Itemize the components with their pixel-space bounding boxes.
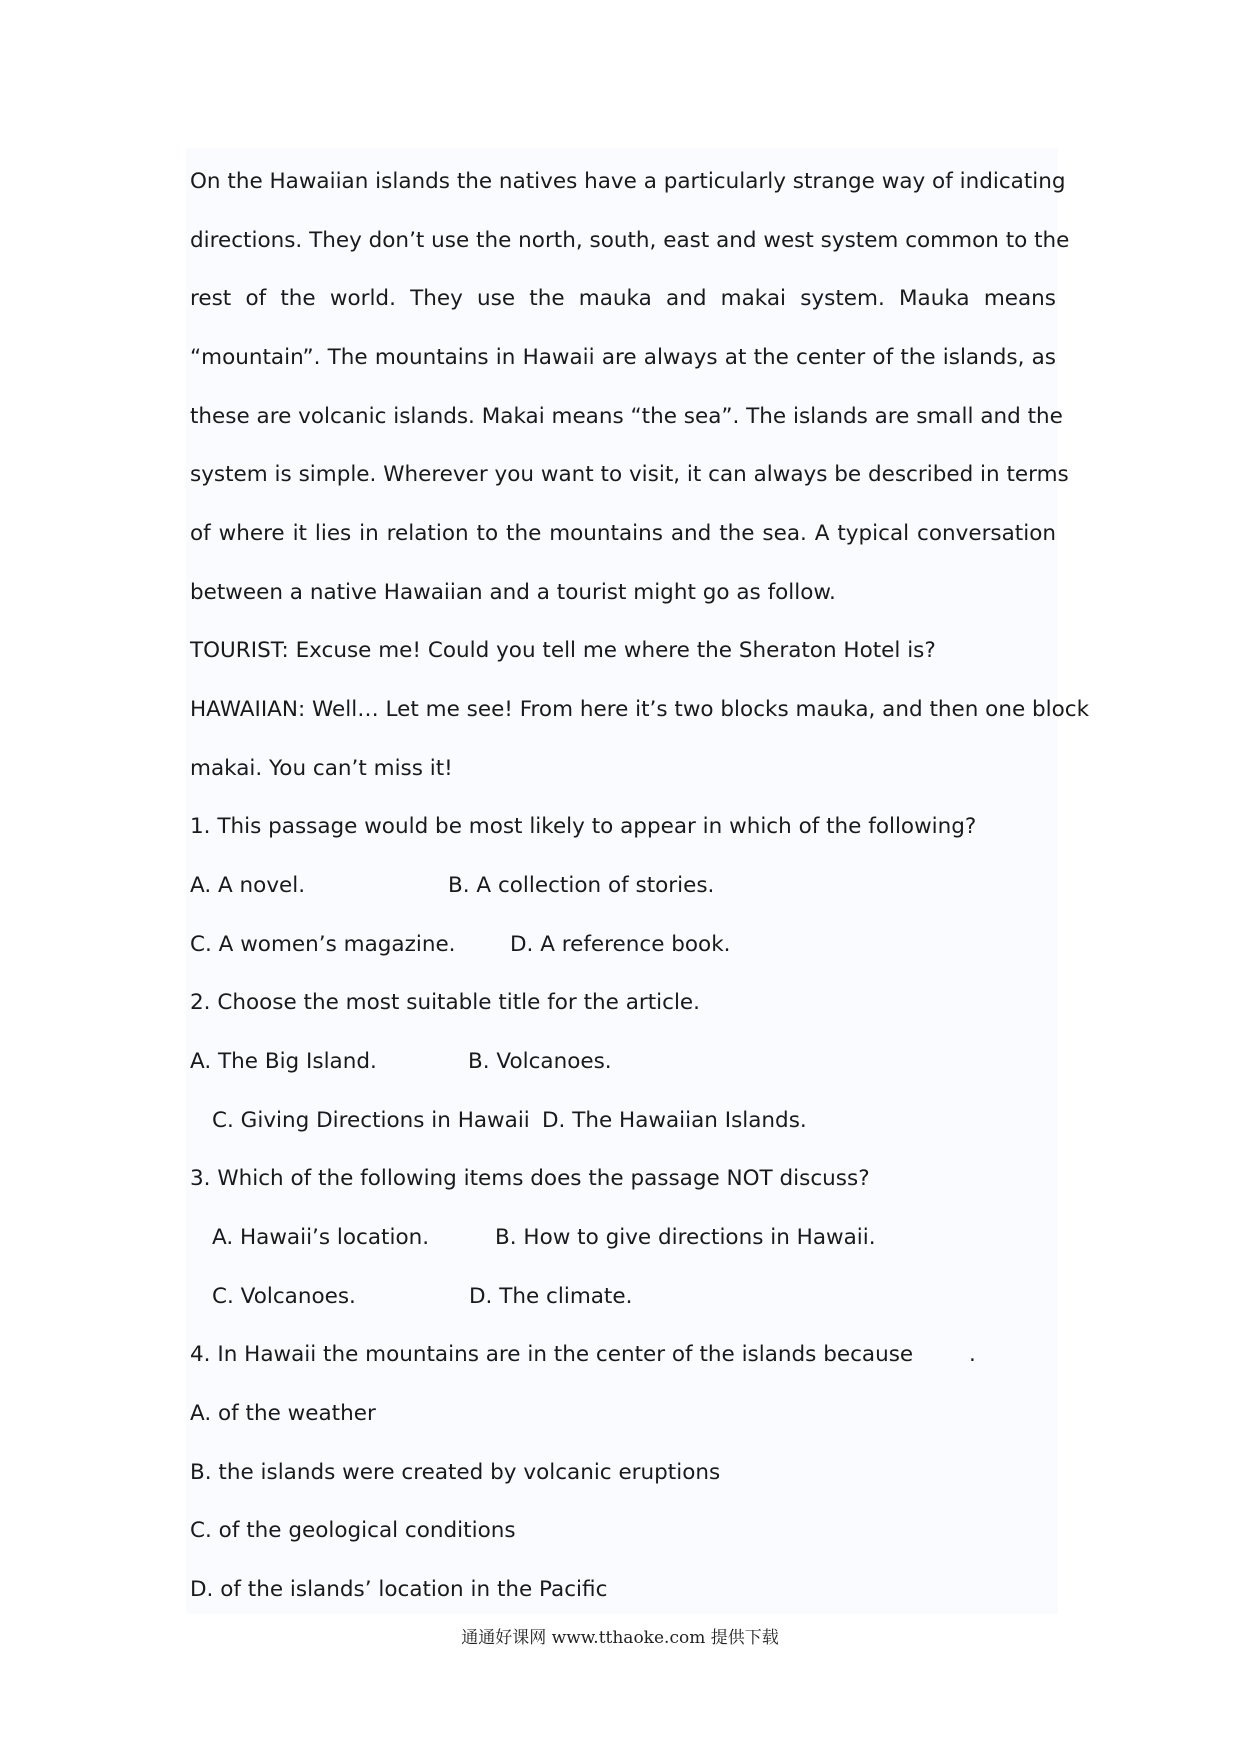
page-footer: 通通好课网 www.tthaoke.com 提供下载 [461, 1628, 779, 1648]
question-1-options-ab [190, 871, 1056, 901]
passage-line-3: rest of the world. They use the mauka and makai system. Mauka means [190, 286, 1056, 311]
question-4-option-b: B. the islands were created by volcanic eruptions [190, 1460, 721, 1485]
question-1-options-cd [190, 930, 1056, 960]
dialogue-tourist: TOURIST: Excuse me! Could you tell me where the Sheraton Hotel is? [190, 638, 936, 663]
question-3-stem: 3. Which of the following items does the passage NOT discuss? [190, 1166, 870, 1191]
passage-line-2: directions. They don’t use the north, south, east and west system common to the [190, 228, 1070, 253]
question-4-stem [190, 1340, 1056, 1370]
question-3-options-cd [212, 1282, 1078, 1312]
question-2-options-cd [212, 1106, 1078, 1136]
passage-line-6: system is simple. Wherever you want to visit, it can always be described in terms [190, 462, 1069, 487]
passage-line-4: “mountain”. The mountains in Hawaii are always at the center of the islands, as [190, 345, 1056, 370]
question-2-option-c: C. Giving Directions in Hawaii [212, 1108, 530, 1133]
question-3-option-a: A. Hawaii’s location. [212, 1225, 430, 1250]
passage-line-1: On the Hawaiian islands the natives have a particularly strange way of indicating [190, 169, 1066, 194]
question-3-option-b: B. How to give directions in Hawaii. [495, 1225, 876, 1250]
question-4-stem-text: 4. In Hawaii the mountains are in the center of the islands because [190, 1342, 914, 1367]
dialogue-hawaiian: HAWAIIAN: Well… Let me see! From here it’s two blocks mauka, and then one block [190, 697, 1090, 722]
question-2-option-d: D. The Hawaiian Islands. [542, 1108, 807, 1133]
passage-line-8: between a native Hawaiian and a tourist might go as follow. [190, 580, 836, 605]
question-1-option-c: C. A women’s magazine. [190, 932, 456, 957]
question-1-option-b: B. A collection of stories. [448, 873, 715, 898]
question-2-stem: 2. Choose the most suitable title for the article. [190, 990, 700, 1015]
question-4-option-a: A. of the weather [190, 1401, 376, 1426]
passage-line-7: of where it lies in relation to the mountains and the sea. A typical conversation [190, 521, 1056, 546]
question-2-option-b: B. Volcanoes. [468, 1049, 612, 1074]
question-1-option-d: D. A reference book. [510, 932, 731, 957]
question-2-options-ab [190, 1047, 1056, 1077]
passage-line-5: these are volcanic islands. Makai means “the sea”. The islands are small and the [190, 404, 1063, 429]
question-1-stem: 1. This passage would be most likely to appear in which of the following? [190, 814, 977, 839]
question-3-option-d: D. The climate. [469, 1284, 633, 1309]
question-4-option-d: D. of the islands’ location in the Pacific [190, 1577, 608, 1602]
question-3-options-ab [212, 1223, 1078, 1253]
dialogue-hawaiian-cont: makai. You can’t miss it! [190, 756, 453, 781]
question-4-blank-period: . [969, 1342, 976, 1367]
question-4-option-c: C. of the geological conditions [190, 1518, 516, 1543]
question-2-option-a: A. The Big Island. [190, 1049, 377, 1074]
question-3-option-c: C. Volcanoes. [212, 1284, 356, 1309]
question-1-option-a: A. A novel. [190, 873, 306, 898]
